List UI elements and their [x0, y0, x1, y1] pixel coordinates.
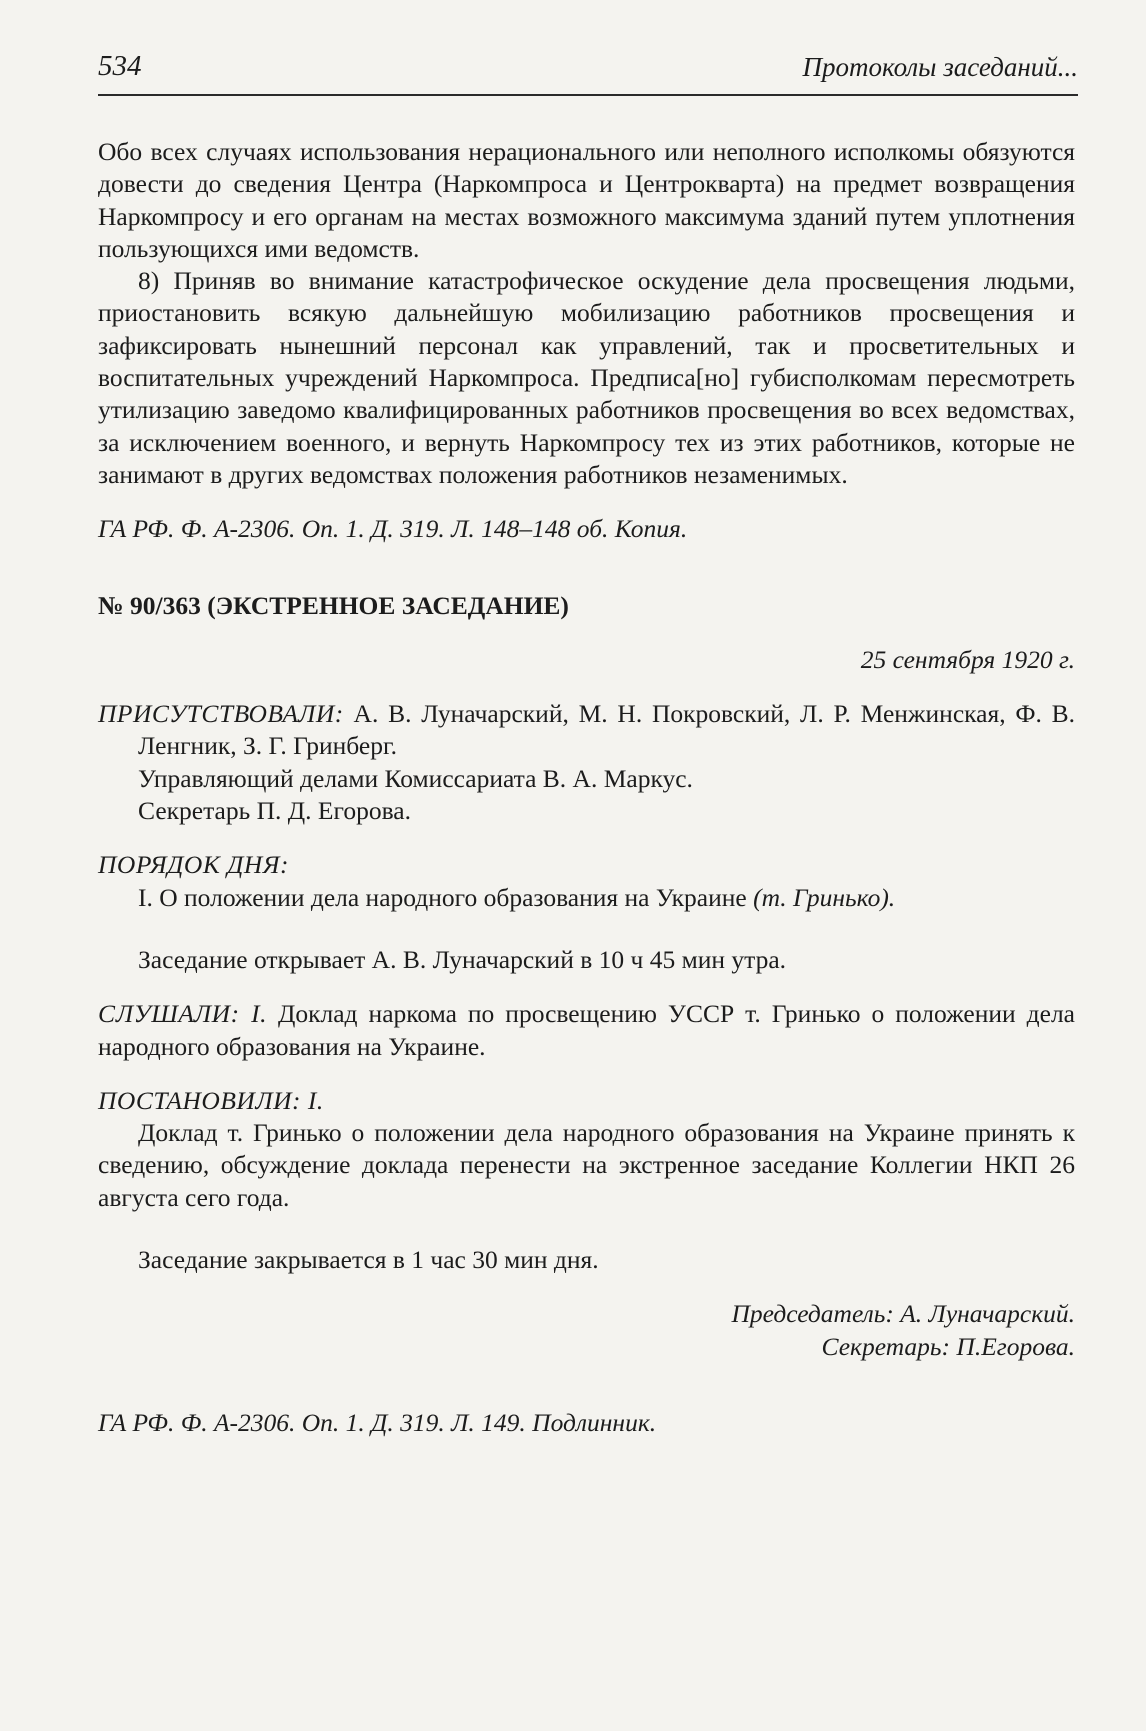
attendance-paragraph: [98, 698, 1075, 763]
resolution-item-8: 8) Приняв во внимание катастрофическое оскудение дела просвещения людьми, приостановить всякую дальнейшую мобилизацию работников просвещения и зафиксировать нынешний персонал как управлений, так и просветительных и воспитательных учреждений Наркомпроса. Предписа[но] губисполкомам пересмотреть утилизацию заведомо квалифицированных работников просвещения во всех ведомствах, за исключением военного, и вернуть Наркомпросу тех из этих работников, которые не занимают в других ведомствах положения работников незаменимых.: [98, 266, 1075, 489]
document-title: № 90/363 (ЭКСТРЕННОЕ ЗАСЕДАНИЕ): [98, 590, 569, 620]
page-body: [98, 136, 1075, 1439]
continuation-paragraph: Обо всех случаях использования нерационального или неполного исполкомы обязуются довести до сведения Центра (Наркомпроса и Центрокварта) на предмет возвращения Наркомпросу и его органам на местах возможного максимума зданий путем уплотнения пользующихся ими ведомств.: [98, 137, 1075, 263]
chair-signature: Председатель: А. Луначарский.: [731, 1299, 1075, 1329]
present-names: А. В. Луначарский, М. Н. Покровский, Л. Р. Менжинская, Ф. В. Ленгник, З. Г. Гринберг.: [138, 699, 1075, 761]
present-label: ПРИСУТСТВОВАЛИ:: [98, 699, 344, 729]
closing-line: Заседание закрывается в 1 час 30 мин дня.: [138, 1245, 599, 1275]
running-header: [98, 44, 1078, 96]
heard-text: Доклад наркома по просвещению УССР т. Гринько о положении дела народного образования на Украине.: [98, 999, 1075, 1061]
secretary-line: Секретарь П. Д. Егорова.: [138, 796, 411, 826]
resolved-text: Доклад т. Гринько о положении дела народного образования на Украине принять к сведению, обсуждение доклада перенести на экстренное заседание Коллегии НКП 26 августа сего года.: [98, 1118, 1075, 1212]
secretary-signature: Секретарь: П.Егорова.: [821, 1331, 1075, 1361]
opening-line: Заседание открывает А. В. Луначарский в 10 ч 45 мин утра.: [138, 944, 787, 974]
archival-source-copy: ГА РФ. Ф. А-2306. Оп. 1. Д. 319. Л. 148–148 об. Копия.: [98, 514, 688, 544]
page-number: 534: [98, 50, 142, 82]
heard-label: СЛУШАЛИ: I.: [98, 999, 267, 1029]
agenda-item-speaker: (т. Гринько).: [753, 882, 896, 912]
document-date: 25 сентября 1920 г.: [860, 644, 1075, 674]
manager-line: Управляющий делами Комиссариата В. А. Маркус.: [138, 763, 693, 793]
running-title: Протоколы заседаний...: [802, 52, 1078, 82]
archival-source-original: ГА РФ. Ф. А-2306. Оп. 1. Д. 319. Л. 149. Подлинник.: [98, 1407, 657, 1437]
agenda-label: ПОРЯДОК ДНЯ:: [98, 850, 290, 880]
agenda-item-text: I. О положении дела народного образования на Украине: [138, 882, 747, 912]
heard-paragraph: [98, 998, 1075, 1063]
resolved-label: ПОСТАНОВИЛИ: I.: [98, 1085, 324, 1115]
agenda-item: [98, 882, 1075, 914]
